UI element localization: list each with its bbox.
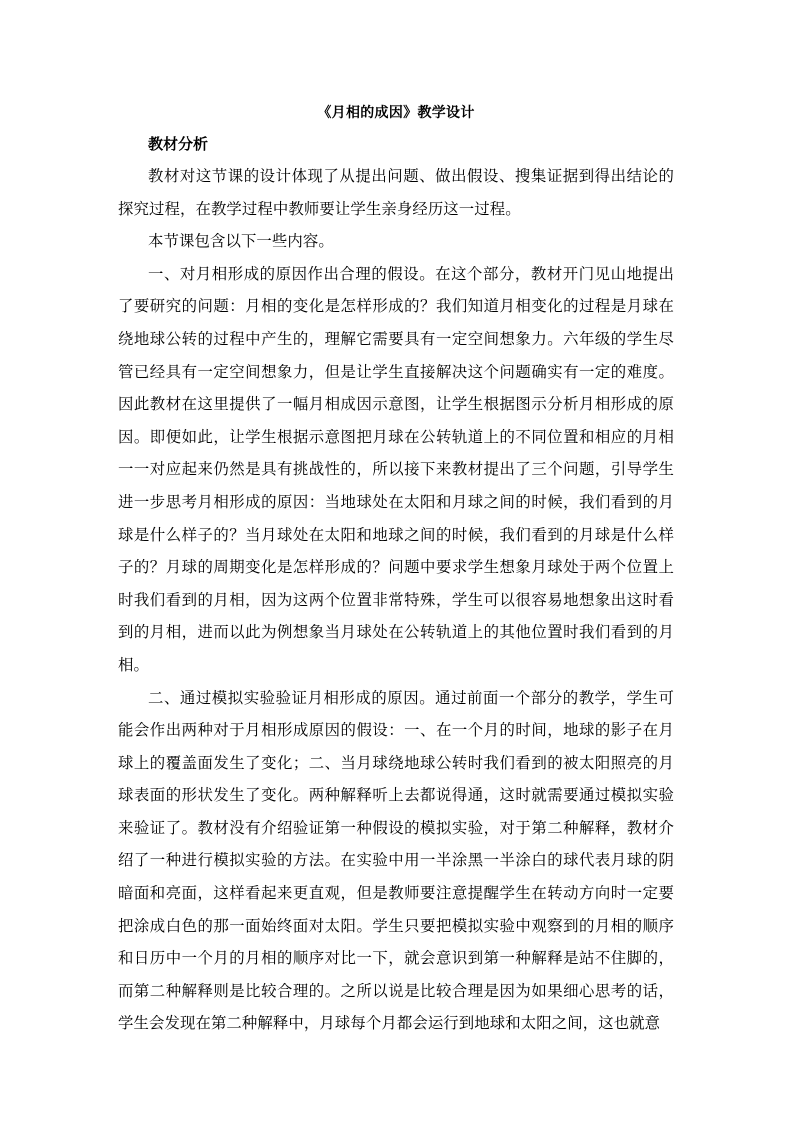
section-heading: 教材分析 [148,135,209,153]
paragraph-intro: 教材对这节课的设计体现了从提出问题、做出假设、搜集证据到得出结论的探究过程，在教学过程中教师要让学生亲身经历这一过程。 [118,167,674,218]
document-body [118,98,674,1040]
paragraph-part-two: 二、通过模拟实验验证月相形成的原因。通过前面一个部分的教学，学生可能会作出两种对于月相形成原因的假设：一、在一个月的时间，地球的影子在月球上的覆盖面发生了变化；二、当月球绕地球公转时我们看到的被太阳照亮的月球表面的形状发生了变化。两种解释听上去都说得通，这时就需要通过模拟实验来验证了。教材没有介绍验证第一种假设的模拟实验，对于第二种解释，教材介绍了一种进行模拟实验的方法。在实验中用一半涂黑一半涂白的球代表月球的阴暗面和亮面，这样看起来更直观，但是教师要注意提醒学生在转动方向时一定要把涂成白色的那一面始终面对太阳。学生只要把模拟实验中观察到的月相的顺序和日历中一个月的月相的顺序对比一下，就会意识到第一种解释是站不住脚的，而第二种解释则是比较合理的。之所以说是比较合理是因为如果细心思考的话，学生会发现在第二种解释中，月球每个月都会运行到地球和太阳之间，这也就意 [118,688,674,1033]
paragraph-part-one: 一、对月相形成的原因作出合理的假设。在这个部分，教材开门见山地提出了要研究的问题：月相的变化是怎样形成的？我们知道月相变化的过程是月球在绕地球公转的过程中产生的，理解它需要具有一定空间想象力。六年级的学生尽管已经具有一定空间想象力，但是让学生直接解决这个问题确实有一定的难度。因此教材在这里提供了一幅月相成因示意图，让学生根据图示分析月相形成的原因。即便如此，让学生根据示意图把月球在公转轨道上的不同位置和相应的月相一一对应起来仍然是具有挑战性的，所以接下来教材提出了三个问题，引导学生进一步思考月相形成的原因：当地球处在太阳和月球之间的时候，我们看到的月球是什么样子的？当月球处在太阳和地球之间的时候，我们看到的月球是什么样子的？月球的周期变化是怎样形成的？问题中要求学生想象月球处于两个位置上时我们看到的月相，因为这两个位置非常特殊，学生可以很容易地想象出这时看到的月相，进而以此为例想象当月球处在公转轨道上的其他位置时我们看到的月相。 [118,264,674,674]
paragraph-contents: 本节课包含以下一些内容。 [148,232,334,251]
document-title: 《月相的成因》教学设计 [317,105,475,121]
